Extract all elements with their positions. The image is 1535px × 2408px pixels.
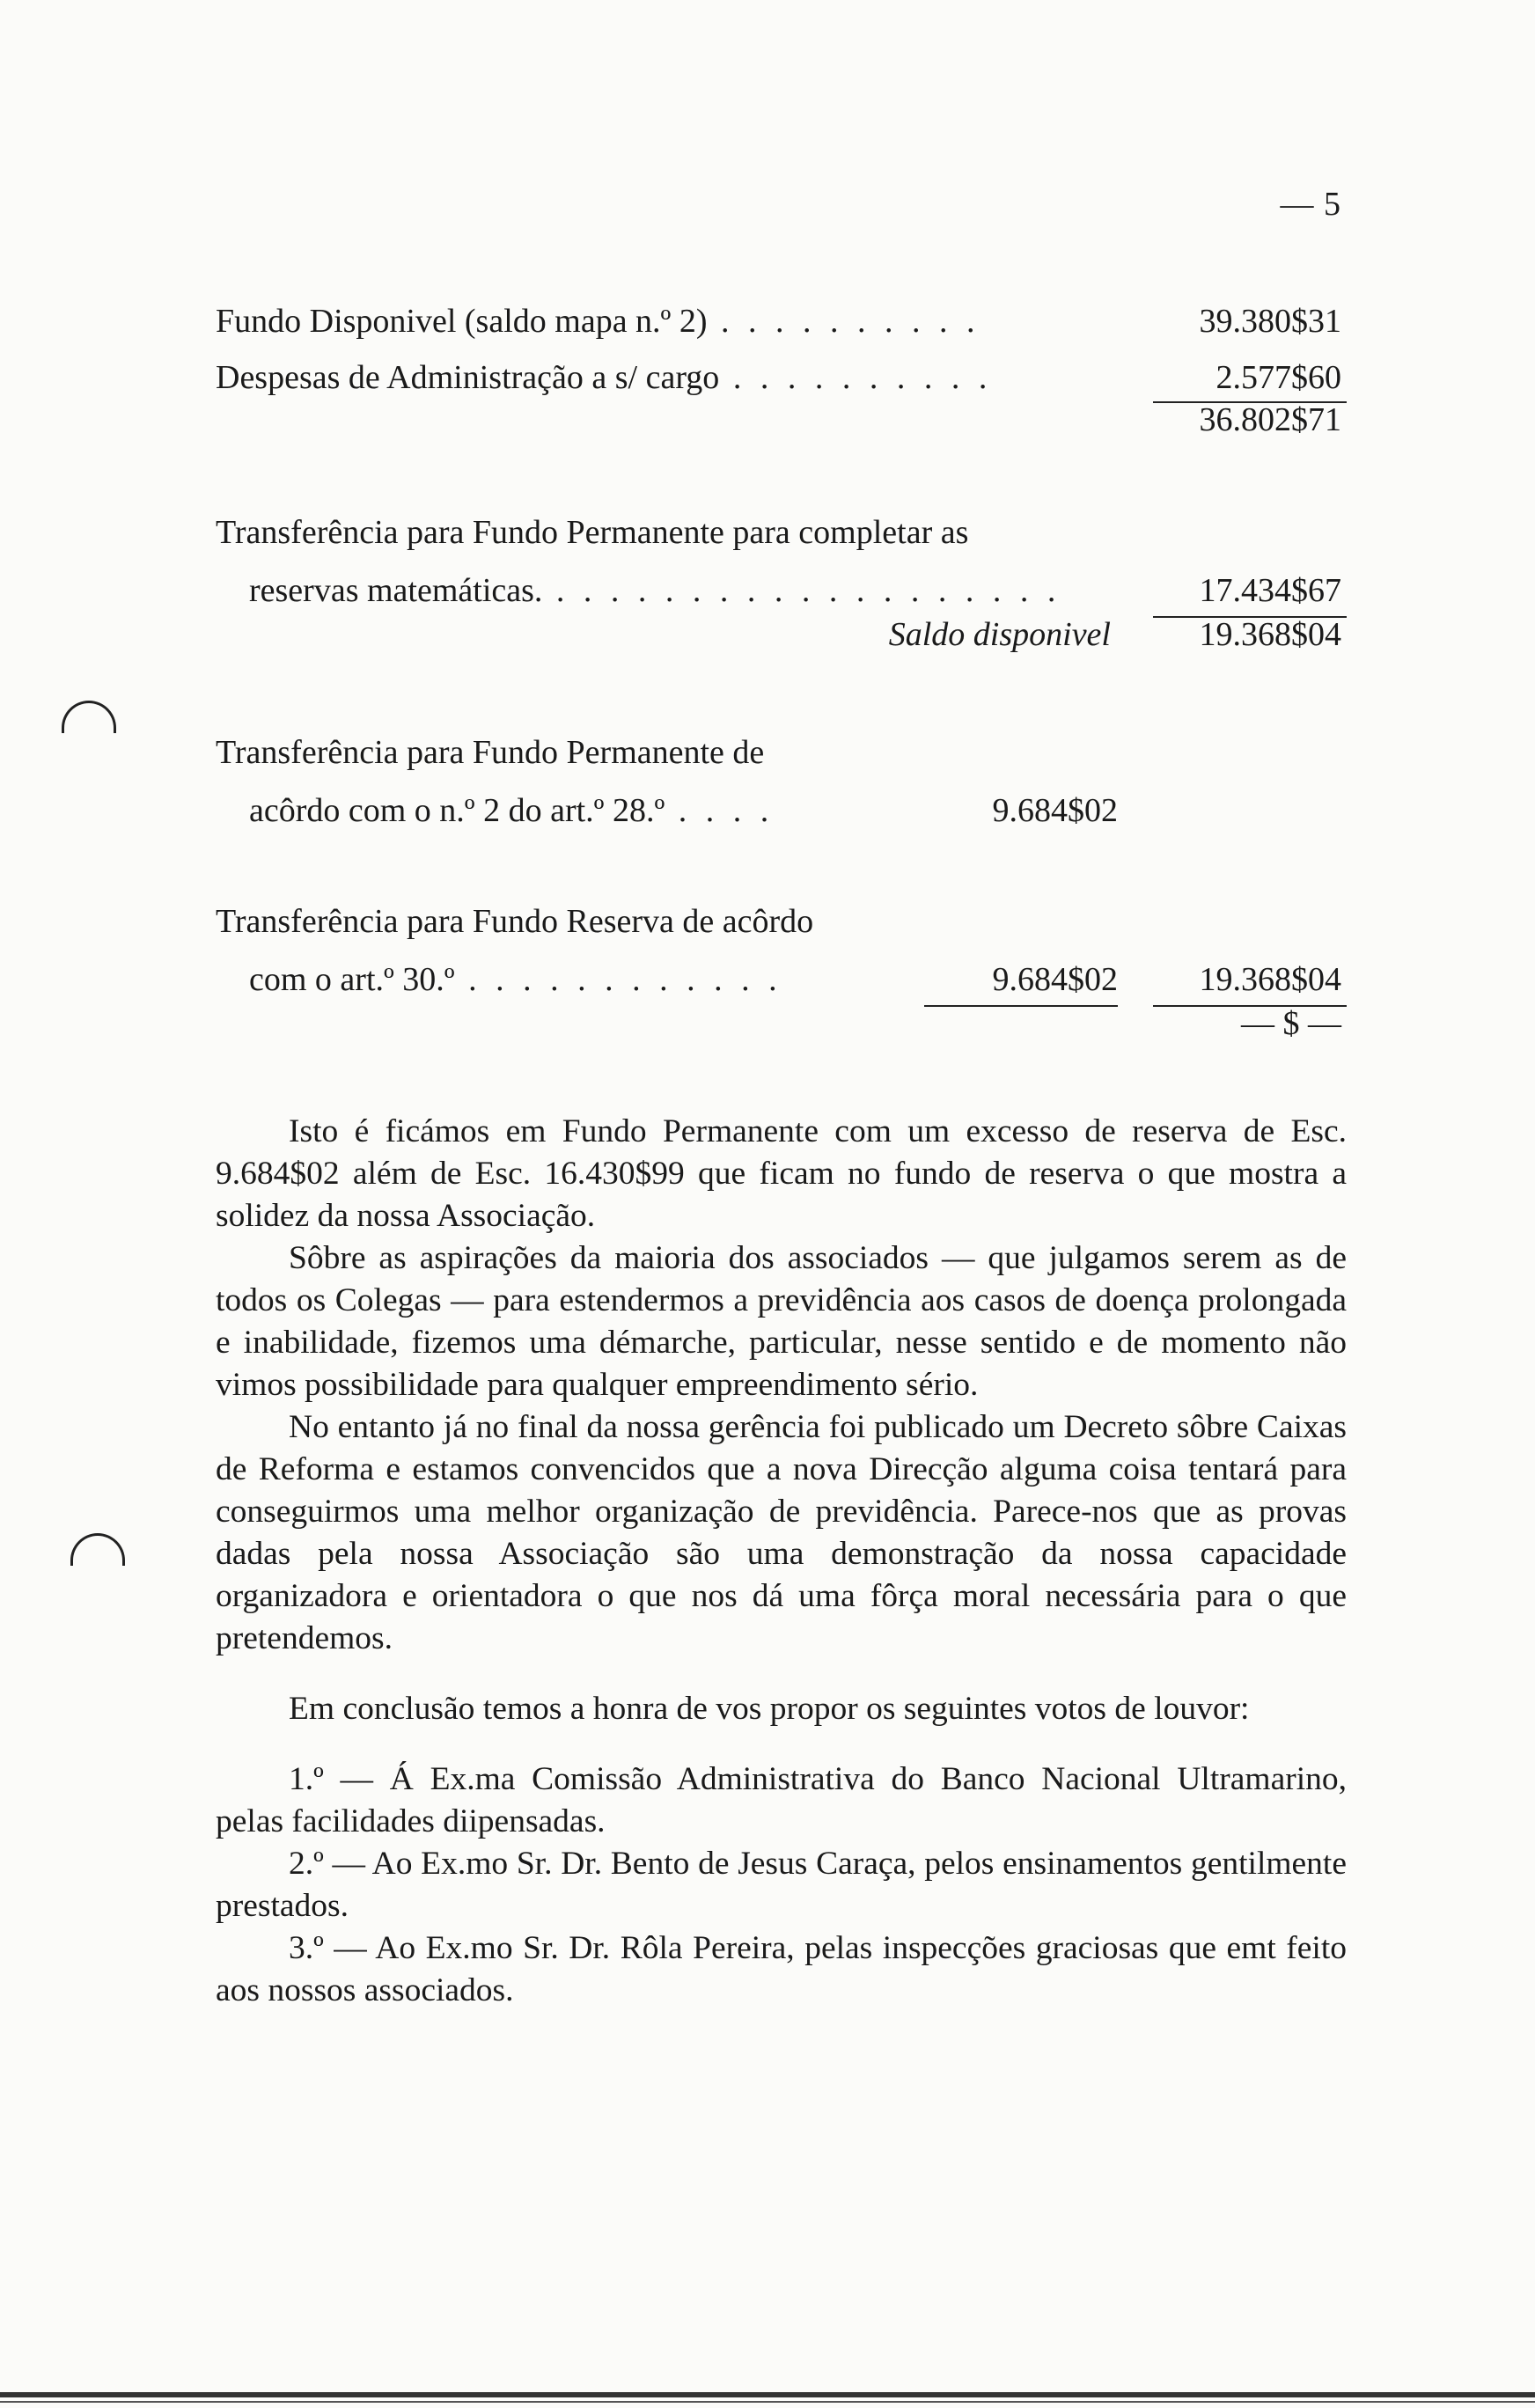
ledger-amount: 9.684$02 [992, 961, 1118, 998]
ledger-row-transfer-permanente-label: Transferência para Fundo Permanente para completar as [216, 514, 969, 551]
ledger-row-transfer-art28-label: Transferência para Fundo Permanente de [216, 734, 765, 771]
ledger-row-fundo-disponivel [216, 299, 980, 343]
ledger-label: Fundo Disponivel (saldo mapa n.º 2) [216, 303, 708, 340]
ledger-final-balance: — $ — [1241, 1005, 1341, 1042]
saldo-label: Saldo disponivel [888, 616, 1111, 653]
vote-item: 3.º — Ao Ex.mo Sr. Dr. Rôla Pereira, pelas inspecções graciosas que emt feito aos nossos associados. [216, 1930, 1347, 2008]
page-bottom-border [0, 2392, 1535, 2397]
body-text [216, 1111, 1347, 2012]
paragraph: Isto é ficámos em Fundo Permanente com um excesso de reserva de Esc. 9.684$02 além de Esc. 16.430$99 que ficam no fundo de reserva o que mostra a solidez da nossa Associação. [216, 1113, 1347, 1234]
ledger-row-transfer-reserva-label: Transferência para Fundo Reserva de acôrdo [216, 903, 814, 940]
sum-rule [924, 1005, 1118, 1007]
leader-dots: . . . . . . . . . . . . [454, 961, 782, 998]
ledger-label: reservas matemáticas. [249, 572, 543, 609]
page-bottom-border-inner [0, 2401, 1535, 2403]
decorative-mark [62, 701, 116, 733]
ledger-subtotal: 36.802$71 [1199, 401, 1341, 438]
leader-dots: . . . . . . . . . . . . . . . . . . . [542, 572, 1061, 609]
ledger-row-transfer-reserva-cont [249, 958, 782, 1002]
ledger-amount: 2.577$60 [1216, 359, 1341, 396]
ledger-amount: 17.434$67 [1199, 572, 1341, 609]
ledger-row-transfer-permanente-cont [249, 569, 1061, 613]
page-number: — 5 [1280, 186, 1341, 223]
ledger-total: 19.368$04 [1199, 961, 1341, 998]
leader-dots: . . . . . . . . . . [707, 303, 980, 340]
ledger-label: acôrdo com o n.º 2 do art.º 28.º [249, 792, 665, 829]
vote-item: 1.º — Á Ex.ma Comissão Administrativa do Banco Nacional Ultramarino, pelas facilidades diipensadas. [216, 1761, 1347, 1839]
ledger-amount: 39.380$31 [1199, 303, 1341, 340]
paragraph: No entanto já no final da nossa gerência foi publicado um Decreto sôbre Caixas de Reforma e estamos convencidos que a nova Direcção alguma coisa tentará para conseguirmos uma melhor organização de previdência. Parece-nos que as provas dadas pela nossa Associação são uma demonstração da nossa capacidade organizadora e orientadora o que nos dá uma fôrça moral necessária para o que pretendemos. [216, 1409, 1347, 1656]
ledger-amount: 9.684$02 [992, 792, 1118, 829]
leader-dots: . . . . [665, 792, 775, 829]
ledger-row-transfer-art28-cont [249, 789, 774, 833]
conclusion-paragraph: Em conclusão temos a honra de vos propor os seguintes votos de louvor: [289, 1691, 1250, 1727]
decorative-mark [70, 1533, 125, 1566]
leader-dots: . . . . . . . . . . [719, 359, 993, 396]
ledger-label: com o art.º 30.º [249, 961, 455, 998]
paragraph: Sôbre as aspirações da maioria dos associados — que julgamos serem as de todos os Colegas — para estendermos a previdência aos casos de doença prolongada e inabilidade, fizemos uma démarche, particular, nesse sentido e de momento não vimos possibilidade para qualquer empreendimento sério. [216, 1240, 1347, 1403]
saldo-amount: 19.368$04 [1199, 616, 1341, 653]
ledger-label: Despesas de Administração a s/ cargo [216, 359, 720, 396]
vote-item: 2.º — Ao Ex.mo Sr. Dr. Bento de Jesus Caraça, pelos ensinamentos gentilmente prestados. [216, 1846, 1347, 1924]
ledger-row-despesas [216, 356, 992, 400]
